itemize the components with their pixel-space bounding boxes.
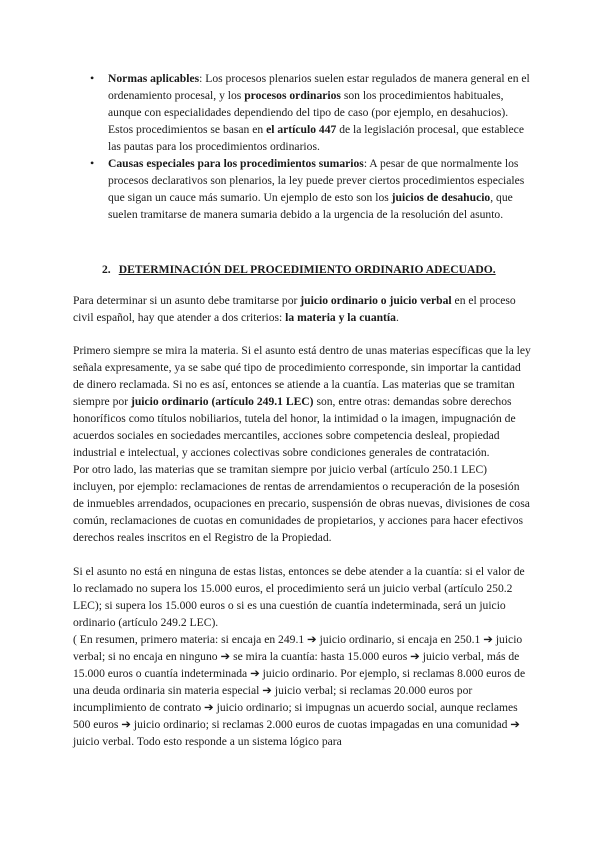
bullet-item-causas: • Causas especiales para los procedimientos sumarios: A pesar de que normalmente los procesos declarativos son plenarios, la ley puede prever ciertos procedimientos especiales que sigan un cauce más sumario. Un ejemplo de esto son los juicios de desahucio, que suelen tramitarse de manera sumaria debido a la urgencia de la resolución del asunto.	[90, 156, 525, 221]
bullet-label: Causas especiales para los procedimientos sumarios	[108, 157, 364, 170]
paragraph-materia: Primero siempre se mira la materia. Si el asunto está dentro de unas materias específicas que la ley señala expresamente, ya se sabe qué tipo de procedimiento corresponde, sin importar la cantidad de dinero reclamada. Si no es así, entonces se atiende a la cuantía. Las materias que se tramitan siempre por juicio ordinario (artículo 249.1 LEC) son, entre otras: demandas sobre derechos honoríficos como títulos nobiliarios, tutela del honor, la intimidad o la imagen, impugnación de acuerdos sociales en sociedades mercantiles, acciones sobre competencia desleal, propiedad industrial e intelectual, y acciones colectivas sobre condiciones generales de contratación. Por otro lado, las materias que se tramitan siempre por juicio verbal (artículo 250.1 LEC) incluyen, por ejemplo: reclamaciones de rentas de arrendamientos o recuperación de la posesión de inmuebles arrendados, ocupaciones en precario, suspensión de obras nuevas, divisiones de cosa común, reclamaciones de cuotas en comunidades de propietarios, y acciones para hacer efectivos derechos reales inscritos en el Registro de la Propiedad.	[73, 344, 531, 544]
paragraph-intro: Para determinar si un asunto debe tramitarse por juicio ordinario o juicio verbal en el proceso civil español, hay que atender a dos criterios: la materia y la cuantía.	[73, 294, 516, 324]
bullet-label: Normas aplicables	[108, 72, 200, 85]
bullet-dot-icon: •	[90, 71, 95, 85]
section-number: 2.	[102, 263, 111, 276]
bullet-item-normas: • Normas aplicables: Los procesos plenarios suelen estar regulados de manera general en el ordenamiento procesal, y los procesos ordinarios son los procedimientos habituales, aunque con especialidades dependiendo del tipo de caso (por ejemplo, en desahucios). Estos procedimientos se basan en el artículo 447 de la legislación procesal, que establece las pautas para los procedimientos ordinarios.	[90, 71, 530, 153]
paragraph-cuantia: Si el asunto no está en ninguna de estas listas, entonces se debe atender a la cuantía: si el valor de lo reclamado no supera los 15.000 euros, el procedimiento será un juicio verbal (artículo 250.2 LEC); si supera los 15.000 euros o si es una cuestión de cuantía indeterminada, será un juicio ordinario (artículo 249.2 LEC).	[73, 565, 525, 629]
paragraph-resumen: ( En resumen, primero materia: si encaja en 249.1 ➔ juicio ordinario, si encaja en 250.1 ➔ juicio verbal; si no encaja en ninguno ➔ se mira la cuantía: hasta 15.000 euros ➔ juicio verbal, más de 15.000 euros o cuantía indeterminada ➔ juicio ordinario. Por ejemplo, si reclamas 8.000 euros de una deuda ordinaria sin materia especial ➔ juicio verbal; si reclamas 20.000 euros por incumplimiento de contrato ➔ juicio ordinario; si impugnas un acuerdo social, aunque reclames 500 euros ➔ juicio ordinario; si reclamas 2.000 euros de cuotas impagadas en una comunidad ➔ juicio verbal. Todo esto responde a un sistema lógico para	[73, 633, 526, 748]
bullet-dot-icon: •	[90, 156, 95, 170]
section-title: DETERMINACIÓN DEL PROCEDIMIENTO ORDINARIO ADECUADO.	[118, 263, 496, 276]
section-heading	[102, 261, 542, 278]
bullet-list	[92, 70, 532, 223]
